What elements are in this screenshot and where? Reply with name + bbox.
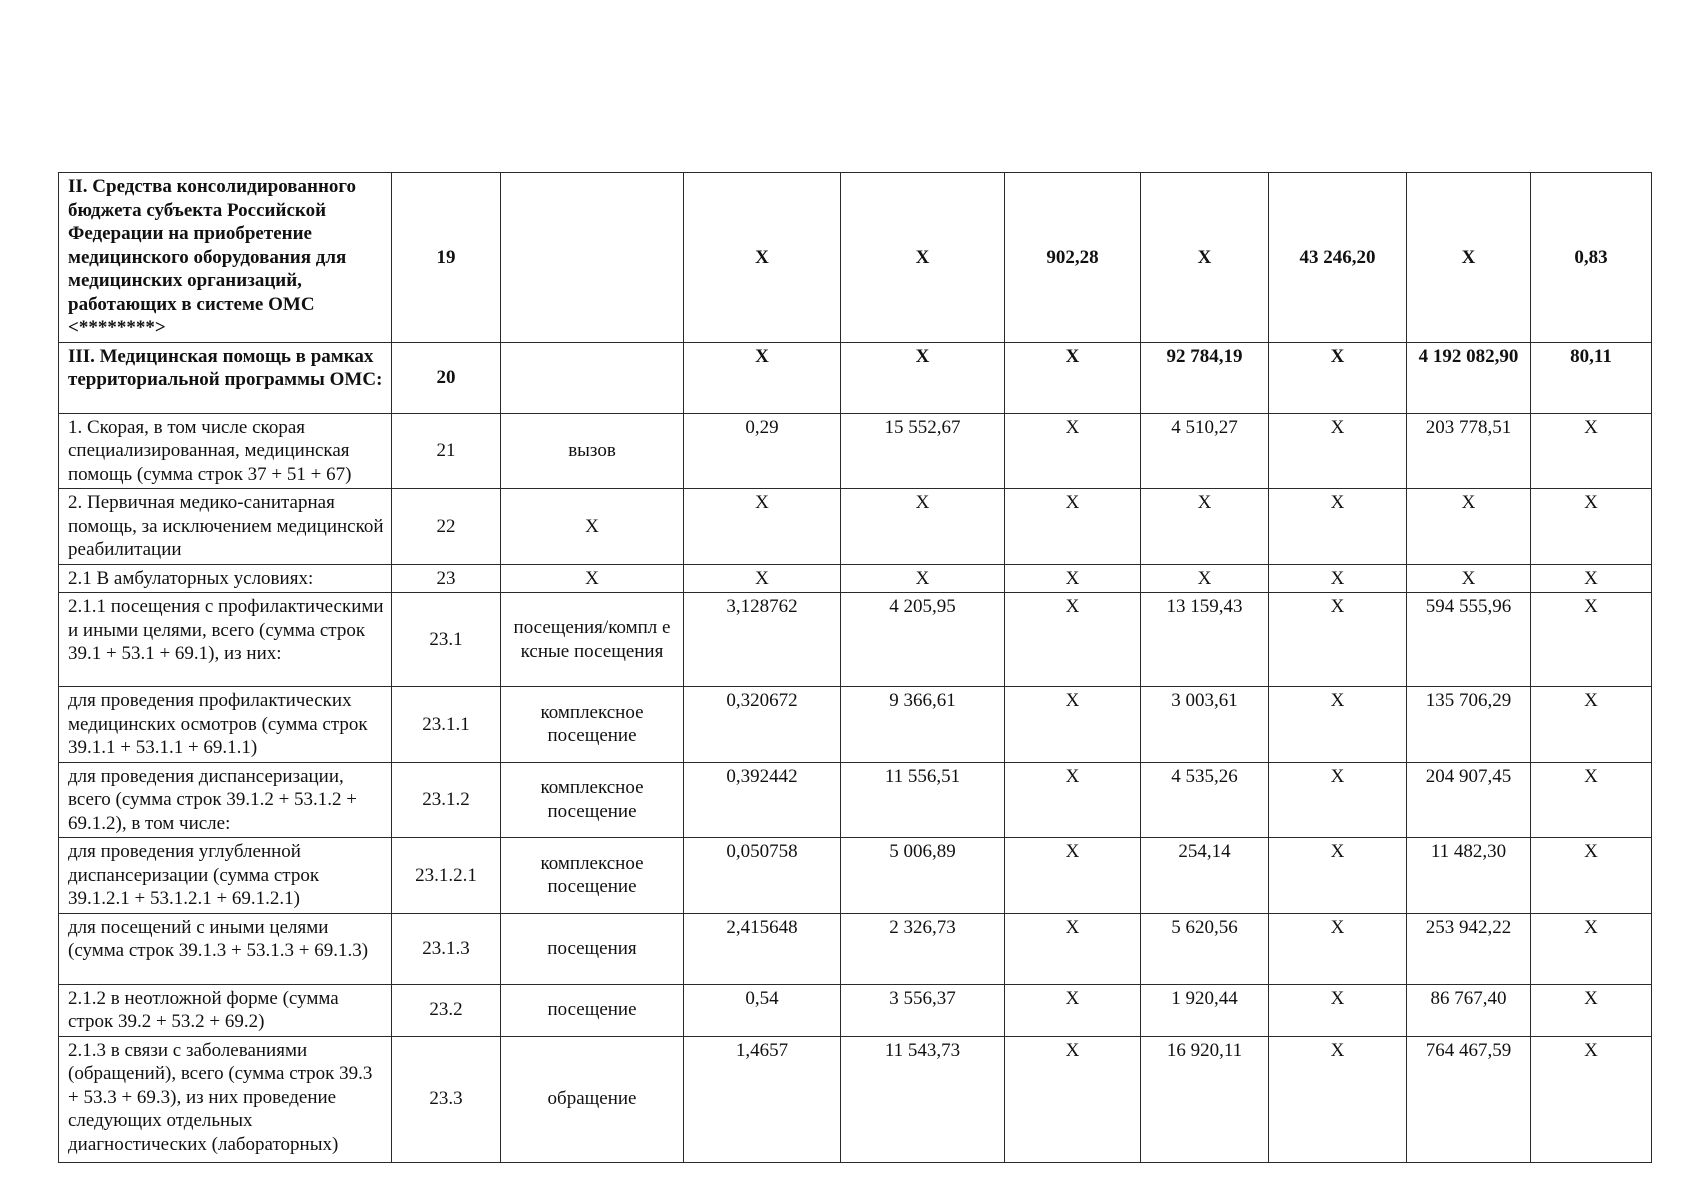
cell-percent: X	[1531, 593, 1652, 687]
cell-percent: 80,11	[1531, 342, 1652, 413]
cell-per-capita-budget: X	[1005, 1036, 1141, 1162]
cell-total-budget: X	[1269, 1036, 1407, 1162]
cell-total-budget: X	[1269, 838, 1407, 914]
cell-total-oms: 11 482,30	[1407, 838, 1531, 914]
cell-row-code: 21	[392, 413, 501, 489]
table-row	[59, 838, 1652, 914]
cell-percent: X	[1531, 564, 1652, 593]
cell-volume-per-capita: 3,128762	[684, 593, 841, 687]
cell-total-oms: 204 907,45	[1407, 762, 1531, 838]
cell-total-budget: X	[1269, 593, 1407, 687]
cell-per-capita-budget: X	[1005, 984, 1141, 1036]
cell-per-capita-budget: X	[1005, 762, 1141, 838]
table-row	[59, 984, 1652, 1036]
cell-percent: 0,83	[1531, 173, 1652, 343]
cell-per-capita-oms: 13 159,43	[1141, 593, 1269, 687]
cell-cost-per-unit: 3 556,37	[841, 984, 1005, 1036]
cell-row-code: 23.2	[392, 984, 501, 1036]
cell-per-capita-budget: X	[1005, 342, 1141, 413]
cell-per-capita-budget: X	[1005, 913, 1141, 984]
cell-row-name: 2.1.3 в связи с заболеваниями (обращений), всего (сумма строк 39.3 + 53.3 + 69.3), из них проведение следующих отдельных диагностических (лабораторных)	[59, 1036, 392, 1162]
cell-per-capita-oms: 1 920,44	[1141, 984, 1269, 1036]
cell-per-capita-budget: X	[1005, 687, 1141, 763]
cell-unit: X	[501, 564, 684, 593]
cell-total-budget: X	[1269, 913, 1407, 984]
cell-row-code: 23.1.2	[392, 762, 501, 838]
cell-total-oms: 86 767,40	[1407, 984, 1531, 1036]
cell-row-name: для проведения углубленной диспансеризации (сумма строк 39.1.2.1 + 53.1.2.1 + 69.1.2.1)	[59, 838, 392, 914]
cell-per-capita-budget: X	[1005, 593, 1141, 687]
cell-row-code: 19	[392, 173, 501, 343]
cell-total-budget: X	[1269, 413, 1407, 489]
cell-row-name: для проведения диспансеризации, всего (сумма строк 39.1.2 + 53.1.2 + 69.1.2), в том числе:	[59, 762, 392, 838]
cell-per-capita-budget: X	[1005, 413, 1141, 489]
cell-total-budget: X	[1269, 489, 1407, 565]
table-row	[59, 1036, 1652, 1162]
cell-row-name: III. Медицинская помощь в рамках территориальной программы ОМС:	[59, 342, 392, 413]
cell-row-name: II. Средства консолидированного бюджета субъекта Российской Федерации на приобретение медицинского оборудования для медицинских организаций, работающих в системе ОМС <********>	[59, 173, 392, 343]
cell-total-budget: X	[1269, 984, 1407, 1036]
cell-volume-per-capita: X	[684, 564, 841, 593]
cell-row-name: для посещений с иными целями (сумма строк 39.1.3 + 53.1.3 + 69.1.3)	[59, 913, 392, 984]
cell-unit	[501, 173, 684, 343]
cell-per-capita-oms: 92 784,19	[1141, 342, 1269, 413]
cell-percent: X	[1531, 489, 1652, 565]
cell-unit	[501, 342, 684, 413]
cell-cost-per-unit: X	[841, 173, 1005, 343]
cell-cost-per-unit: X	[841, 342, 1005, 413]
cell-volume-per-capita: 1,4657	[684, 1036, 841, 1162]
cell-total-oms: 764 467,59	[1407, 1036, 1531, 1162]
cell-total-budget: X	[1269, 762, 1407, 838]
cell-percent: X	[1531, 687, 1652, 763]
cell-row-name: 2.1.1 посещения с профилактическими и иными целями, всего (сумма строк 39.1 + 53.1 + 69.1), из них:	[59, 593, 392, 687]
cell-per-capita-budget: X	[1005, 838, 1141, 914]
cell-per-capita-oms: 4 535,26	[1141, 762, 1269, 838]
cell-cost-per-unit: 11 543,73	[841, 1036, 1005, 1162]
cell-per-capita-oms: X	[1141, 489, 1269, 565]
cell-unit: посещение	[501, 984, 684, 1036]
cell-row-code: 20	[392, 342, 501, 413]
cell-total-oms: 4 192 082,90	[1407, 342, 1531, 413]
cell-per-capita-oms: X	[1141, 564, 1269, 593]
cell-per-capita-budget: X	[1005, 564, 1141, 593]
cell-per-capita-oms: 254,14	[1141, 838, 1269, 914]
cell-cost-per-unit: 5 006,89	[841, 838, 1005, 914]
cell-per-capita-oms: 16 920,11	[1141, 1036, 1269, 1162]
cell-unit: комплексное посещение	[501, 838, 684, 914]
table-row	[59, 413, 1652, 489]
table-row	[59, 173, 1652, 343]
cell-per-capita-oms: 5 620,56	[1141, 913, 1269, 984]
cell-per-capita-oms: 4 510,27	[1141, 413, 1269, 489]
cell-cost-per-unit: 11 556,51	[841, 762, 1005, 838]
table-row	[59, 564, 1652, 593]
cell-cost-per-unit: X	[841, 564, 1005, 593]
cell-unit: комплексное посещение	[501, 762, 684, 838]
cell-row-name: 2.1 В амбулаторных условиях:	[59, 564, 392, 593]
cell-unit: посещения/компл е ксные посещения	[501, 593, 684, 687]
cell-volume-per-capita: X	[684, 489, 841, 565]
cell-total-budget: X	[1269, 564, 1407, 593]
cell-row-code: 23.1	[392, 593, 501, 687]
cell-volume-per-capita: X	[684, 173, 841, 343]
cell-total-budget: X	[1269, 342, 1407, 413]
cell-volume-per-capita: 0,54	[684, 984, 841, 1036]
cell-cost-per-unit: 15 552,67	[841, 413, 1005, 489]
cell-percent: X	[1531, 913, 1652, 984]
cell-percent: X	[1531, 413, 1652, 489]
cell-percent: X	[1531, 762, 1652, 838]
cell-cost-per-unit: 9 366,61	[841, 687, 1005, 763]
cell-total-budget: 43 246,20	[1269, 173, 1407, 343]
cell-per-capita-budget: 902,28	[1005, 173, 1141, 343]
cell-per-capita-budget: X	[1005, 489, 1141, 565]
cell-per-capita-oms: X	[1141, 173, 1269, 343]
cell-unit: посещения	[501, 913, 684, 984]
budget-table	[58, 172, 1652, 1163]
cell-total-oms: X	[1407, 564, 1531, 593]
cell-unit: X	[501, 489, 684, 565]
cell-volume-per-capita: 0,320672	[684, 687, 841, 763]
table-row	[59, 762, 1652, 838]
cell-row-code: 23.1.1	[392, 687, 501, 763]
cell-row-name: 1. Скорая, в том числе скорая специализированная, медицинская помощь (сумма строк 37 + 51 + 67)	[59, 413, 392, 489]
cell-volume-per-capita: 0,392442	[684, 762, 841, 838]
table-row	[59, 593, 1652, 687]
cell-total-oms: X	[1407, 489, 1531, 565]
cell-cost-per-unit: 2 326,73	[841, 913, 1005, 984]
cell-row-name: для проведения профилактических медицинских осмотров (сумма строк 39.1.1 + 53.1.1 + 69.1.1)	[59, 687, 392, 763]
table-row	[59, 489, 1652, 565]
cell-total-oms: 135 706,29	[1407, 687, 1531, 763]
cell-row-name: 2.1.2 в неотложной форме (сумма строк 39.2 + 53.2 + 69.2)	[59, 984, 392, 1036]
cell-row-code: 23.1.2.1	[392, 838, 501, 914]
cell-volume-per-capita: 0,050758	[684, 838, 841, 914]
table-row	[59, 687, 1652, 763]
cell-row-code: 23	[392, 564, 501, 593]
cell-percent: X	[1531, 1036, 1652, 1162]
table-body	[59, 173, 1652, 1163]
cell-unit: обращение	[501, 1036, 684, 1162]
table-row	[59, 342, 1652, 413]
cell-total-oms: 594 555,96	[1407, 593, 1531, 687]
cell-total-budget: X	[1269, 687, 1407, 763]
cell-unit: комплексное посещение	[501, 687, 684, 763]
cell-percent: X	[1531, 838, 1652, 914]
cell-unit: вызов	[501, 413, 684, 489]
cell-volume-per-capita: X	[684, 342, 841, 413]
cell-total-oms: 203 778,51	[1407, 413, 1531, 489]
table-row	[59, 913, 1652, 984]
cell-cost-per-unit: X	[841, 489, 1005, 565]
cell-cost-per-unit: 4 205,95	[841, 593, 1005, 687]
cell-per-capita-oms: 3 003,61	[1141, 687, 1269, 763]
cell-row-code: 22	[392, 489, 501, 565]
cell-row-name: 2. Первичная медико-санитарная помощь, за исключением медицинской реабилитации	[59, 489, 392, 565]
cell-total-oms: X	[1407, 173, 1531, 343]
cell-total-oms: 253 942,22	[1407, 913, 1531, 984]
cell-percent: X	[1531, 984, 1652, 1036]
cell-volume-per-capita: 0,29	[684, 413, 841, 489]
cell-row-code: 23.1.3	[392, 913, 501, 984]
cell-volume-per-capita: 2,415648	[684, 913, 841, 984]
cell-row-code: 23.3	[392, 1036, 501, 1162]
